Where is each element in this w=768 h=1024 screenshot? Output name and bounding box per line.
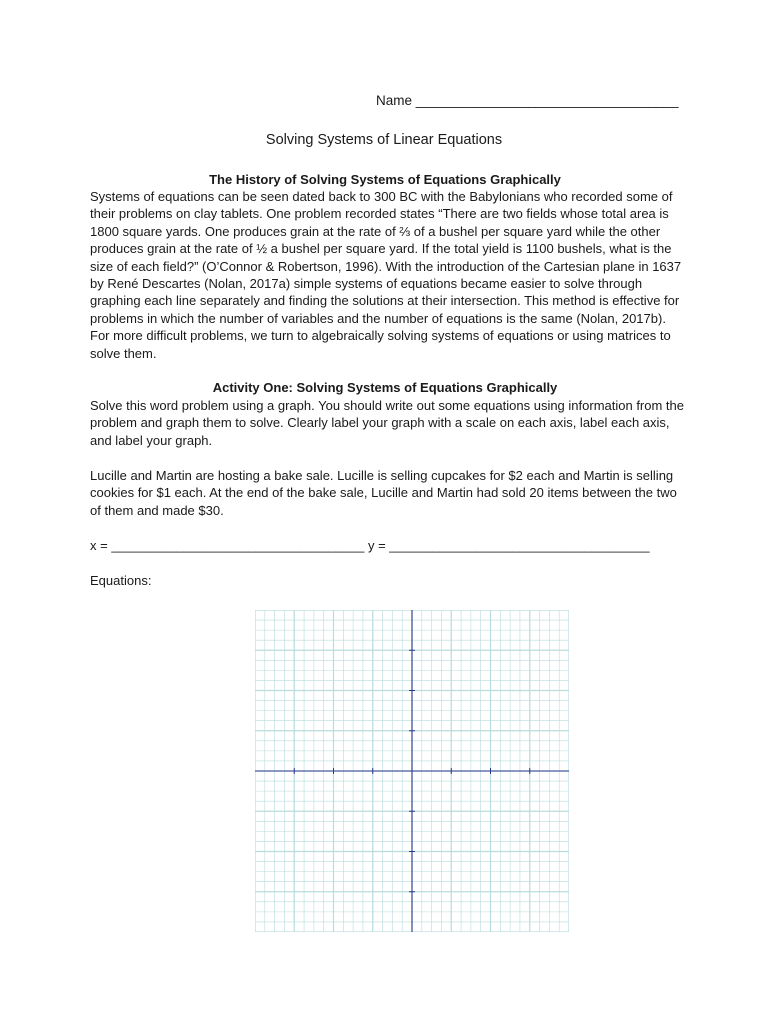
activity-instructions: Solve this word problem using a graph. You should write out some equations using information from the problem and graph them to solve. Clearly label your graph with a scale on each axis, label each axis, and label your graph. — [90, 398, 685, 448]
word-problem: Lucille and Martin are hosting a bake sale. Lucille is selling cupcakes for $2 each and Martin is selling cookies for $1 each. At the end of the bake sale, Lucille and Martin had sold 20 items between the two of them and made $30. — [90, 468, 677, 518]
answer-blanks: x = ___________________________________ y = ____________________________________ — [90, 538, 650, 553]
equations-label: Equations: — [90, 573, 152, 588]
section-heading-history: The History of Solving Systems of Equations Graphically — [209, 172, 561, 187]
name-field-label: Name ___________________________________ — [376, 93, 679, 108]
page-title: Solving Systems of Linear Equations — [265, 132, 503, 148]
section-heading-activity-one: Activity One: Solving Systems of Equations Graphically — [212, 380, 558, 395]
graph-paper — [255, 610, 569, 932]
history-paragraph: Systems of equations can be seen dated back to 300 BC with the Babylonians who recorded some of their problems on clay tablets. One problem recorded states “There are two fields whose total area is 1800 square yards. One produces grain at the rate of ⅔ of a bushel per square yard while the other produces grain at the rate of ½ a bushel per square yard. If the total yield is 1100 bushels, what is the size of each field?” (O’Connor & Robertson, 1996). With the introduction of the Cartesian plane in 1637 by René Descartes (Nolan, 2017a) simple systems of equations became easier to solve through graphing each line separately and finding the solutions at their intersection. This method is effective for problems in which the number of variables and the number of equations is the same (Nolan, 2017b). For more difficult problems, we turn to algebraically solving systems of equations or using matrices to solve them. — [90, 189, 682, 361]
